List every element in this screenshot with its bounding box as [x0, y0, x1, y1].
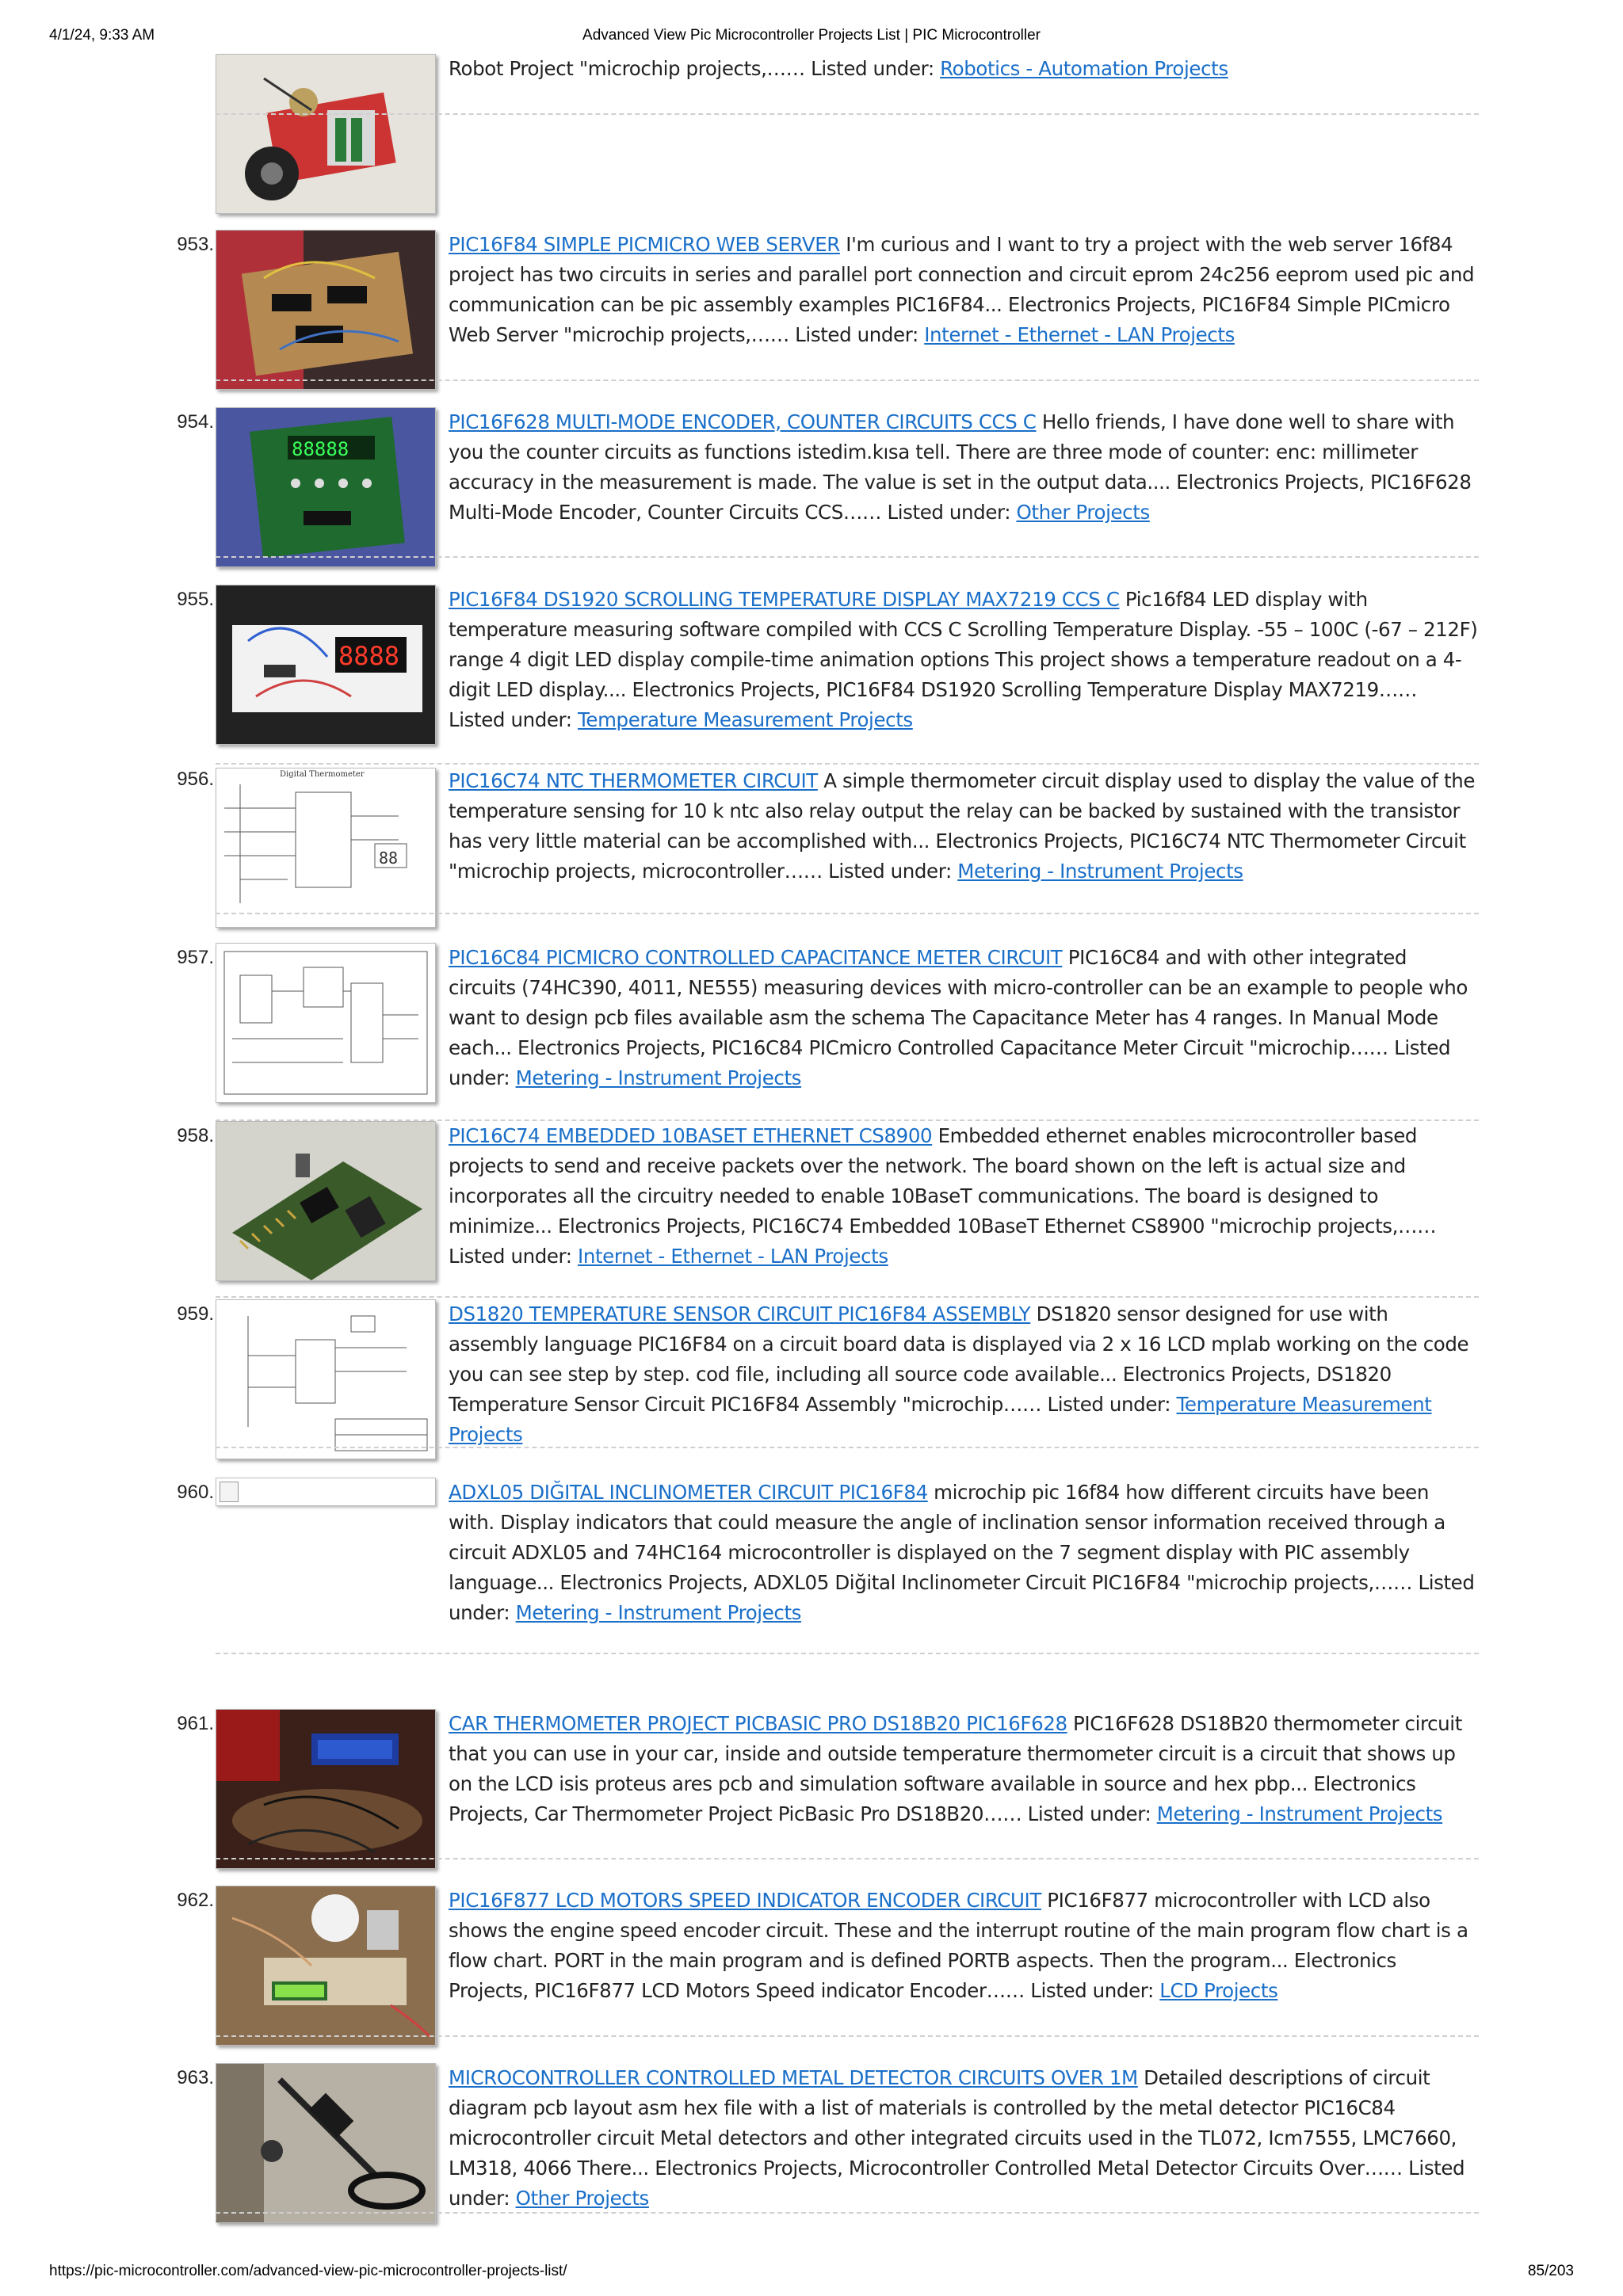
motor-lcd-photo-icon[interactable] [216, 1886, 436, 2046]
item-number: 954. [177, 411, 214, 433]
metal-detector-photo-icon[interactable] [216, 2063, 436, 2223]
category-link[interactable]: Other Projects [515, 2187, 649, 2210]
item-text [449, 407, 1479, 528]
page-count: 85/203 [1527, 2263, 1574, 2279]
car-thermometer-photo-icon[interactable] [216, 1709, 436, 1869]
divider [216, 113, 1479, 115]
divider [216, 2212, 1479, 2214]
project-title-link[interactable]: DS1820 TEMPERATURE SENSOR CIRCUIT PIC16F84 ASSEMBLY [449, 1302, 1031, 1325]
project-title-link[interactable]: MICROCONTROLLER CONTROLLED METAL DETECTOR CIRCUITS OVER 1M [449, 2066, 1138, 2089]
item-description: Hello friends, I have done well to share with you the counter circuits as functions istedim.kısa tell. There are three mode of counter: enc: millimeter accuracy in the measurement is made. The value is set in the output data.... Electronics Projects, PIC16F628 Multi-Mode Encoder, Counter Circuits CCS…… Listed under: [449, 410, 1472, 524]
item-text [449, 1299, 1479, 1450]
item-text [449, 943, 1479, 1093]
category-link[interactable]: Metering - Instrument Projects [1156, 1802, 1443, 1825]
project-title-link[interactable]: ADXL05 DIĞITAL INCLINOMETER CIRCUIT PIC16F84 [449, 1481, 928, 1504]
print-url: https://pic-microcontroller.com/advanced-view-pic-microcontroller-projects-list/ [49, 2263, 567, 2279]
item-text [449, 1886, 1479, 2006]
category-link[interactable]: Metering - Instrument Projects [957, 860, 1243, 883]
broken-image-icon[interactable] [216, 1478, 436, 1506]
breadboard-led-photo-icon[interactable] [216, 585, 436, 745]
category-link[interactable]: Metering - Instrument Projects [515, 1601, 802, 1624]
item-number: 956. [177, 769, 214, 790]
item-text [449, 1709, 1479, 1829]
item-number: 962. [177, 1890, 214, 1911]
svg-text:88888: 88888 [292, 438, 349, 460]
item-text [449, 230, 1479, 350]
item-text [449, 585, 1479, 735]
item-number: 961. [177, 1713, 214, 1734]
svg-text:88: 88 [379, 849, 399, 868]
project-title-link[interactable]: PIC16F628 MULTI-MODE ENCODER, COUNTER CIRCUITS CCS C [449, 410, 1037, 433]
category-link[interactable]: Robotics - Automation Projects [940, 57, 1228, 80]
category-link[interactable]: Other Projects [1016, 501, 1150, 524]
item-number: 958. [177, 1125, 214, 1146]
item-description: DS1820 sensor designed for use with assembly language PIC16F84 on a circuit board data is displayed via 2 x 16 LCD mplab working on the code you can see step by step. cod file, including all source code available... Electronics Projects, DS1820 Temperature Sensor Circuit PIC16F84 Assembly "microchip…… Listed under: [449, 1302, 1469, 1416]
category-link[interactable]: Internet - Ethernet - LAN Projects [924, 323, 1235, 346]
project-title-link[interactable]: PIC16F84 DS1920 SCROLLING TEMPERATURE DISPLAY MAX7219 CCS C [449, 588, 1120, 611]
schematic-capacitance-icon[interactable] [216, 943, 436, 1103]
item-description: Embedded ethernet enables microcontroller based projects to send and receive packets over the network. The board shown on the left is actual size and incorporates all the circuitry needed to enable 10BaseT communications. The board is designed to minimize... Electronics Projects, PIC16C74 Embedded 10BaseT Ethernet CS8900 "microchip projects,…… Listed under: [449, 1124, 1437, 1268]
item-number: 959. [177, 1303, 214, 1325]
item-description: PIC16F877 microcontroller with LCD also shows the engine speed encoder circuit. These and the interrupt routine of the main program flow chart is a flow chart. PORT in the main program and is defined PORTB aspects. Then the program... Electronics Projects, PIC16F877 LCD Motors Speed indicator Encoder…… Listed under: [449, 1889, 1468, 2002]
thumb-caption: Digital Thermometer [280, 770, 365, 779]
item-number: 957. [177, 947, 214, 968]
item-description: PIC16C84 and with other integrated circuits (74HC390, 4011, NE555) measuring devices with micro-controller can be an example to people who want to design pcb files available asm the schema The Capacitance Meter has 4 ranges. In Manual Mode each... Electronics Projects, PIC16C84 PICmicro Controlled Capacitance Meter Circuit "microchip…… Listed under: [449, 946, 1468, 1089]
item-text [449, 54, 1479, 84]
divider [216, 1653, 1479, 1654]
divider [216, 556, 1479, 558]
print-title: Advanced View Pic Microcontroller Projects List | PIC Microcontroller [582, 27, 1041, 44]
item-number: 953. [177, 234, 214, 255]
category-link[interactable]: Temperature Measurement Projects [578, 708, 913, 731]
divider [216, 1447, 1479, 1448]
project-title-link[interactable]: PIC16C74 NTC THERMOMETER CIRCUIT [449, 769, 818, 792]
item-description: A simple thermometer circuit display used to display the value of the temperature sensing for 10 k ntc also relay output the relay can be backed by sustained with the transistor has very little material can be accomplished with... Electronics Projects, PIC16C74 NTC Thermometer Circuit "microchip projects, microcontroller…… Listed under: [449, 769, 1476, 883]
divider [216, 1858, 1479, 1859]
item-description: Robot Project "microchip projects,…… Listed under: [449, 57, 941, 80]
item-text [449, 1478, 1479, 1628]
item-number: 963. [177, 2067, 214, 2088]
project-title-link[interactable]: CAR THERMOMETER PROJECT PICBASIC PRO DS18B20 PIC16F628 [449, 1712, 1067, 1735]
ethernet-board-photo-icon[interactable] [216, 1121, 436, 1281]
divider [216, 379, 1479, 381]
green-pcb-display-photo-icon[interactable] [216, 407, 436, 567]
print-footer [49, 2263, 1574, 2285]
category-link[interactable]: Internet - Ethernet - LAN Projects [578, 1245, 888, 1268]
item-description: Detailed descriptions of circuit diagram pcb layout asm hex file with a list of materials is controlled by the metal detector PIC16C84 microcontroller circuit Metal detectors and other integrated circuits used in the TL072, Icm7555, LMC7660, LM318, 4066 There... Electronics Projects, Microcontroller Controlled Metal Detector Circuits Over…… Listed under: [449, 2066, 1465, 2210]
circuit-board-photo-icon[interactable] [216, 230, 436, 390]
category-link[interactable]: Metering - Instrument Projects [515, 1066, 802, 1089]
item-description: I'm curious and I want to try a project with the web server 16f84 project has two circuits in series and parallel port connection and circuit eprom 24c256 eeprom used pic and communication can be pic assembly examples PIC16F84... Electronics Projects, PIC16F84 Simple PICmicro Web Server "microchip projects,…… Listed under: [449, 233, 1475, 346]
divider [216, 1296, 1479, 1298]
item-number: 955. [177, 589, 214, 610]
project-title-link[interactable]: PIC16F84 SIMPLE PICMICRO WEB SERVER [449, 233, 840, 256]
item-description: PIC16F628 DS18B20 thermometer circuit that you can use in your car, inside and outside temperature thermometer circuit is a circuit that shows up on the LCD isis proteus ares pcb and simulation software available in source and hex pbp... Electronics Projects, Car Thermometer Project PicBasic Pro DS18B20…… Listed under: [449, 1712, 1462, 1825]
category-link[interactable]: Temperature Measurement Projects [449, 1393, 1432, 1446]
divider [216, 913, 1479, 914]
category-link[interactable]: LCD Projects [1159, 1979, 1278, 2002]
item-description: microchip pic 16f84 how different circuits have been with. Display indicators that could measure the angle of inclination sensor information received through a circuit ADXL05 and 74HC164 microcontroller is displayed on the 7 segment display with PIC assembly language... Electronics Projects, ADXL05 Diğital Inclinometer Circuit PIC16F84 "microchip projects,…… Listed under: [449, 1481, 1475, 1624]
item-description: Pic16f84 LED display with temperature measuring software compiled with CCS C Scrolling Temperature Display. -55 – 100C (-67 – 212F) range 4 digit LED display compile-time animation options This project shows a temperature readout on a 4-digit LED display.... Electronics Projects, PIC16F84 DS1920 Scrolling Temperature Display MAX7219…… Listed under: [449, 588, 1478, 731]
project-title-link[interactable]: PIC16C74 EMBEDDED 10BASET ETHERNET CS8900 [449, 1124, 933, 1147]
robot-photo-icon[interactable] [216, 54, 436, 214]
print-date: 4/1/24, 9:33 AM [49, 27, 155, 44]
item-number: 960. [177, 1482, 214, 1503]
schematic-ds1820-icon[interactable] [216, 1299, 436, 1459]
svg-text:8888: 8888 [338, 641, 400, 671]
print-header [49, 27, 1574, 51]
item-text [449, 766, 1479, 887]
project-title-link[interactable]: PIC16C84 PICMICRO CONTROLLED CAPACITANCE METER CIRCUIT [449, 946, 1063, 969]
project-title-link[interactable]: PIC16F877 LCD MOTORS SPEED INDICATOR ENCODER CIRCUIT [449, 1889, 1041, 1912]
divider [216, 763, 1479, 765]
divider [216, 2035, 1479, 2037]
item-text [449, 2063, 1479, 2214]
schematic-thermometer-icon[interactable] [216, 768, 436, 928]
item-text [449, 1121, 1479, 1272]
